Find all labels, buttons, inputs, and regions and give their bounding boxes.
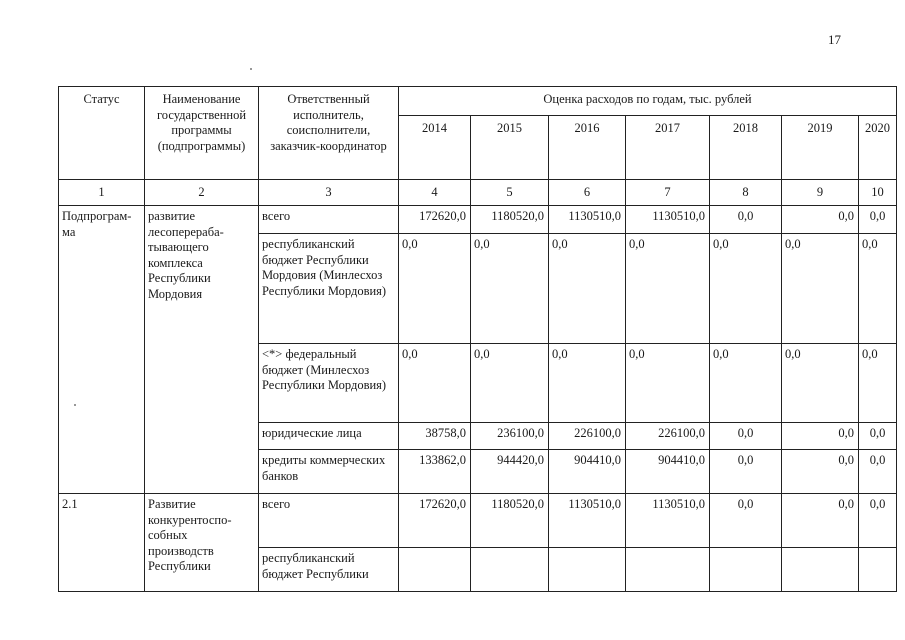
value-cell: 0,0 — [399, 234, 471, 344]
value-cell — [549, 548, 626, 592]
value-cell: 0,0 — [471, 344, 549, 423]
value-cell: 0,0 — [782, 344, 859, 423]
value-cell: 0,0 — [859, 206, 897, 234]
row-funding-source: кредиты коммерческих банков — [259, 450, 399, 494]
value-cell — [859, 548, 897, 592]
value-cell: 0,0 — [859, 423, 897, 450]
value-cell: 0,0 — [782, 494, 859, 548]
header-year: 2014 — [399, 116, 471, 180]
row-funding-source: республиканский бюджет Республики Мордовия (Минлесхоз Республики Мордовия) — [259, 234, 399, 344]
column-number: 3 — [259, 180, 399, 206]
value-cell: 226100,0 — [626, 423, 710, 450]
value-cell: 0,0 — [859, 344, 897, 423]
value-cell: 38758,0 — [399, 423, 471, 450]
value-cell: 0,0 — [859, 494, 897, 548]
value-cell: 0,0 — [782, 206, 859, 234]
column-number: 2 — [145, 180, 259, 206]
value-cell — [626, 548, 710, 592]
value-cell: 0,0 — [710, 234, 782, 344]
value-cell: 0,0 — [549, 234, 626, 344]
column-number: 10 — [859, 180, 897, 206]
value-cell: 0,0 — [710, 423, 782, 450]
row-status: 2.1 — [59, 494, 145, 592]
value-cell: 172620,0 — [399, 494, 471, 548]
column-number: 4 — [399, 180, 471, 206]
value-cell: 0,0 — [399, 344, 471, 423]
value-cell: 0,0 — [782, 423, 859, 450]
row-funding-source: <*> федеральный бюджет (Минлесхоз Республики Мордовия) — [259, 344, 399, 423]
value-cell: 133862,0 — [399, 450, 471, 494]
column-number: 8 — [710, 180, 782, 206]
row-program-name: развитие лесоперераба-тывающего комплекса Республики Мордовия — [145, 206, 259, 494]
row-funding-source: всего — [259, 494, 399, 548]
row-funding-source: юридические лица — [259, 423, 399, 450]
value-cell: 904410,0 — [626, 450, 710, 494]
scan-speck — [250, 68, 252, 70]
header-year: 2019 — [782, 116, 859, 180]
value-cell: 904410,0 — [549, 450, 626, 494]
header-expenses: Оценка расходов по годам, тыс. рублей — [399, 87, 897, 116]
value-cell: 0,0 — [710, 450, 782, 494]
column-number: 9 — [782, 180, 859, 206]
value-cell: 0,0 — [626, 344, 710, 423]
row-funding-source: республиканский бюджет Республики — [259, 548, 399, 592]
row-program-name: Развитие конкурентоспо-собных производств Республики — [145, 494, 259, 592]
value-cell: 1130510,0 — [626, 206, 710, 234]
header-year: 2020 — [859, 116, 897, 180]
value-cell: 944420,0 — [471, 450, 549, 494]
value-cell: 0,0 — [471, 234, 549, 344]
value-cell: 0,0 — [626, 234, 710, 344]
value-cell — [710, 548, 782, 592]
table-row — [59, 494, 897, 548]
column-number-row — [59, 180, 897, 206]
value-cell: 0,0 — [710, 344, 782, 423]
column-number: 1 — [59, 180, 145, 206]
row-funding-source: всего — [259, 206, 399, 234]
value-cell: 0,0 — [710, 206, 782, 234]
value-cell: 236100,0 — [471, 423, 549, 450]
row-status: Подпрограм-ма — [59, 206, 145, 494]
value-cell: 0,0 — [859, 450, 897, 494]
value-cell: 226100,0 — [549, 423, 626, 450]
value-cell: 0,0 — [710, 494, 782, 548]
value-cell — [399, 548, 471, 592]
value-cell — [782, 548, 859, 592]
expenses-table — [58, 86, 897, 592]
value-cell — [471, 548, 549, 592]
value-cell: 0,0 — [859, 234, 897, 344]
header-program-name: Наименование государственной программы (подпрограммы) — [145, 87, 259, 180]
column-number: 6 — [549, 180, 626, 206]
column-number: 5 — [471, 180, 549, 206]
table-row — [59, 206, 897, 234]
header-year: 2018 — [710, 116, 782, 180]
value-cell: 1180520,0 — [471, 206, 549, 234]
value-cell: 172620,0 — [399, 206, 471, 234]
value-cell: 0,0 — [782, 450, 859, 494]
header-status: Статус — [59, 87, 145, 180]
header-year: 2015 — [471, 116, 549, 180]
value-cell: 1130510,0 — [549, 494, 626, 548]
value-cell: 1130510,0 — [626, 494, 710, 548]
header-executor: Ответственный исполнитель, соисполнители, заказчик-координатор — [259, 87, 399, 180]
column-number: 7 — [626, 180, 710, 206]
value-cell: 0,0 — [782, 234, 859, 344]
header-year: 2016 — [549, 116, 626, 180]
value-cell: 1130510,0 — [549, 206, 626, 234]
header-year: 2017 — [626, 116, 710, 180]
value-cell: 0,0 — [549, 344, 626, 423]
value-cell: 1180520,0 — [471, 494, 549, 548]
page-number: 17 — [828, 32, 841, 47]
